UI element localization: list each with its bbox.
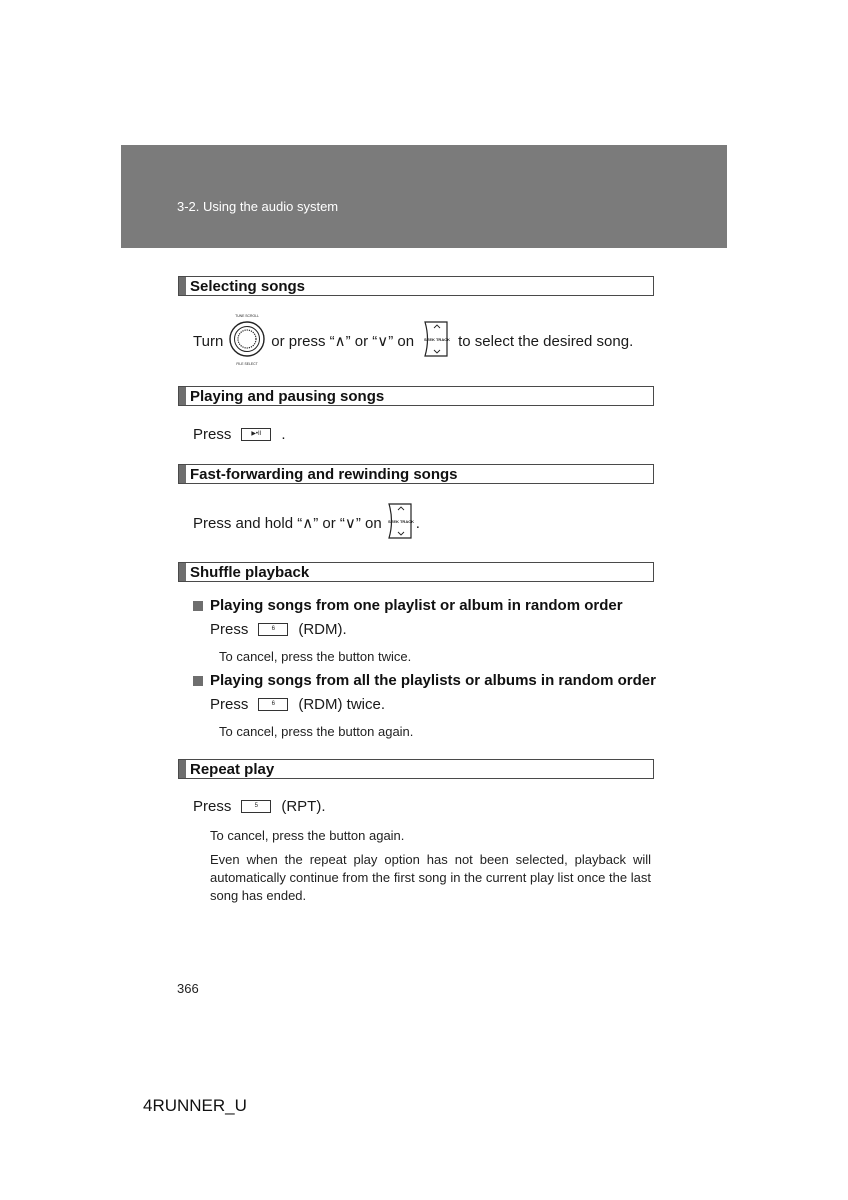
repeat-instruction bbox=[193, 796, 326, 816]
heading-bar bbox=[179, 277, 186, 295]
bullet-square-icon bbox=[193, 601, 203, 611]
preset-number: 6 bbox=[271, 625, 276, 632]
to-select-text: to select the desired song. bbox=[458, 332, 634, 350]
shuffle-item-one-title: Playing songs from one playlist or album in random order bbox=[210, 597, 623, 614]
preset-6-button-icon bbox=[258, 698, 288, 711]
press-hold-text: Press and hold “∧” or “∨” on bbox=[193, 515, 382, 532]
shuffle-item-two-note: To cancel, press the button again. bbox=[219, 724, 414, 739]
preset-6-button-icon bbox=[258, 623, 288, 636]
repeat-note-continue: Even when the repeat play option has not been selected, playback will automatically continue from the first song in the current play list once the last song has ended. bbox=[210, 852, 651, 903]
heading-bar bbox=[179, 465, 186, 483]
page-number: 366 bbox=[177, 981, 199, 996]
heading-bar bbox=[179, 563, 186, 581]
breadcrumb: 3-2. Using the audio system bbox=[177, 199, 339, 214]
or-press-text: or press “∧” or “∨” on bbox=[271, 333, 415, 350]
selecting-instruction bbox=[193, 314, 633, 368]
press-text: Press bbox=[193, 425, 232, 443]
play-pause-button-icon bbox=[241, 428, 271, 441]
shuffle-item-two-instruction bbox=[210, 694, 385, 714]
period-text: . bbox=[281, 425, 286, 443]
shuffle-item-one-heading bbox=[193, 597, 623, 614]
bullet-square-icon bbox=[193, 676, 203, 686]
press-text: Press bbox=[193, 797, 232, 815]
section-heading-repeat bbox=[178, 759, 654, 779]
seek-label: SEEK TRACK bbox=[424, 337, 451, 342]
press-text: Press bbox=[210, 695, 249, 713]
ffrw-instruction bbox=[193, 504, 420, 542]
tune-knob-icon bbox=[229, 312, 265, 370]
document-footer: 4RUNNER_U bbox=[143, 1096, 247, 1115]
press-text: Press bbox=[210, 620, 249, 638]
shuffle-item-one-instruction bbox=[210, 619, 347, 639]
section-title: Repeat play bbox=[190, 761, 275, 778]
section-heading-shuffle bbox=[178, 562, 654, 582]
play-pause-glyph: ▶•II bbox=[251, 430, 262, 437]
knob-top-label: TUNE SCROLL bbox=[235, 314, 260, 318]
preset-number: 6 bbox=[271, 700, 276, 707]
section-title: Fast-forwarding and rewinding songs bbox=[190, 466, 458, 483]
shuffle-item-two-heading bbox=[193, 672, 656, 689]
section-heading-playing-pausing bbox=[178, 386, 654, 406]
rdm-text: (RDM). bbox=[298, 620, 347, 638]
chapter-header-band bbox=[121, 145, 727, 248]
turn-text: Turn bbox=[193, 332, 224, 350]
section-heading-selecting-songs bbox=[178, 276, 654, 296]
knob-bottom-label: FILE SELECT bbox=[236, 362, 258, 366]
heading-bar bbox=[179, 760, 186, 778]
shuffle-item-one-note: To cancel, press the button twice. bbox=[219, 649, 412, 664]
seek-track-button-icon bbox=[422, 320, 450, 362]
section-title: Selecting songs bbox=[190, 278, 306, 295]
rpt-text: (RPT). bbox=[281, 797, 326, 815]
rdm-twice-text: (RDM) twice. bbox=[298, 695, 386, 713]
section-title: Playing and pausing songs bbox=[190, 388, 385, 405]
seek-label: SEEK TRACK bbox=[387, 519, 414, 524]
preset-5-button-icon bbox=[241, 800, 271, 813]
section-title: Shuffle playback bbox=[190, 564, 310, 581]
seek-track-button-icon bbox=[386, 502, 414, 544]
heading-bar bbox=[179, 387, 186, 405]
section-heading-ff-rw bbox=[178, 464, 654, 484]
shuffle-item-two-title: Playing songs from all the playlists or albums in random order bbox=[210, 672, 656, 689]
preset-number: 5 bbox=[254, 802, 259, 809]
repeat-note-cancel: To cancel, press the button again. bbox=[210, 828, 405, 843]
playing-instruction bbox=[193, 424, 286, 444]
period-text: . bbox=[415, 514, 420, 532]
